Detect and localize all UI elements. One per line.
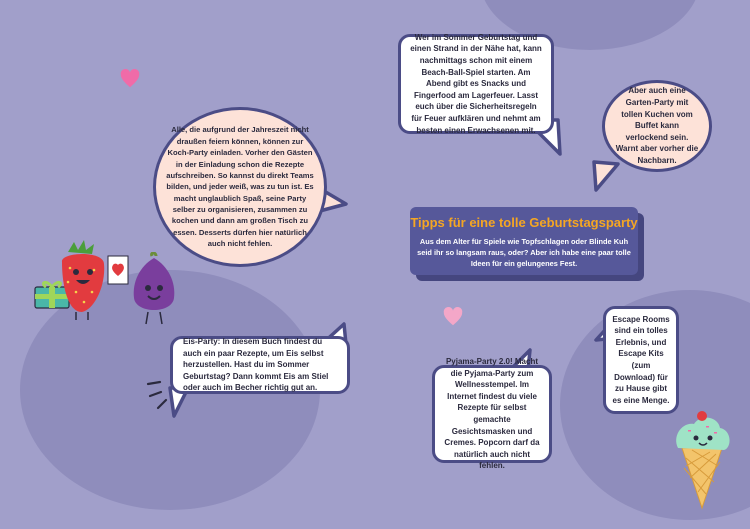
strand-party-bubble <box>398 34 554 134</box>
escape-room-bubble <box>603 306 679 414</box>
banner-intro: Aus dem Alter für Spiele wie Topfschlagen oder Blinde Kuh seid ihr so langsam raus, oder? Aber ich habe eine paar tolle Ideen für ein gelungenes Fest. <box>417 237 631 269</box>
fig-character <box>126 252 182 328</box>
garten-party-text: Aber auch eine Garten-Party mit tollen Kuchen vom Buffet kann verlockend sein. Warnt aber vorher die Nachbarn. <box>615 86 699 165</box>
pyjama-party-text: Pyjama-Party 2.0! Macht die Pyjama-Party zum Wellnesstempel. Im Internet findest du viele Rezepte für selbst gemachte Gesichtsmasken und Cremes. Popcorn darf da natürlich auch nicht fehlen. <box>444 357 540 471</box>
eis-party-bubble <box>170 336 350 394</box>
escape-room-text: Escape Rooms sind ein tolles Erlebnis, und Escape Kits (zum Download) für zu Hause gibt es eine Menge. <box>612 314 670 405</box>
koch-party-text: Alle, die aufgrund der Jahreszeit nicht draußen feiern können, können zur Koch-Party einladen. Vorher den Gästen in der Einladung schon die Rezepte aufschreiben. So kannst du direkt Teams bilden, und jeder weiß, was zu tun ist. Es macht unglaublich Spaß, seine Party selber zu organisieren, zusammen zu kochen und dann am großen Tisch zu essen. Desserts dürfen hier natürlich auch nicht fehlen. <box>166 125 314 249</box>
tips-banner <box>410 207 638 275</box>
ice-cream-cone-icon <box>670 408 734 510</box>
pyjama-party-bubble <box>432 357 552 471</box>
heart-icon <box>119 68 141 90</box>
excitement-lines <box>146 378 172 412</box>
banner-title: Tipps für eine tolle Geburtstagsparty <box>410 215 638 230</box>
heart-icon <box>442 306 464 328</box>
garten-party-bubble <box>602 80 712 172</box>
eis-party-text: Eis-Party: In diesem Buch findest du auch ein paar Rezepte, um Eis selbst herzustellen. Hast du im Sommer Geburtstag? Dann kommt Eis am Stiel oder auch im Becher richtig gut an. <box>183 337 329 393</box>
strand-party-text: Wer im Sommer Geburtstag und einen Strand in der Nähe hat, kann nachmittags schon mit einem Beach-Ball-Spiel starten. Am Abend gibt es Snacks und Fingerfood am Lagerfeuer. Lasst euch über die Sicherheitsregeln für Feuer aufklären und nehmt am besten einen Erwachsenen mit. <box>410 32 542 135</box>
strawberry-character <box>54 240 110 322</box>
koch-party-bubble <box>153 107 327 267</box>
